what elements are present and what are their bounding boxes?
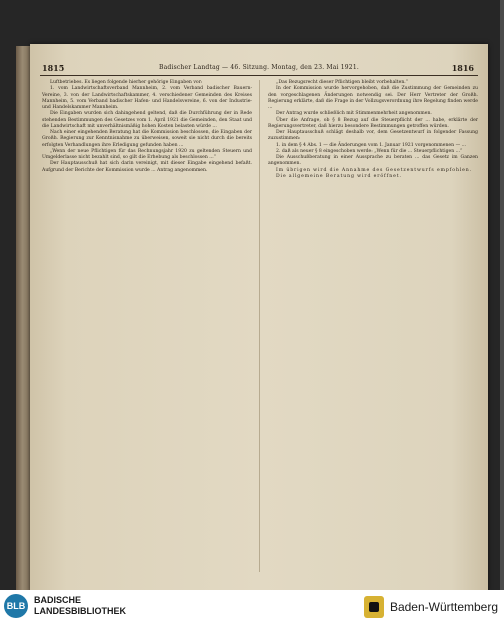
paragraph: Nach einer eingehenden Beratung hat die Kommission beschlossen, die Eingaben der Großh. Regierung zur Kenntnisnahme zu überweisen, soweit sie nicht durch die bereits erfolgten Verhandlungen ihre Erledigung gefunden haben ... bbox=[42, 130, 252, 148]
paragraph: 1. in dem § 4 Abs. 1 — die Änderungen vom 1. Januar 1921 vorgenommenen — ... bbox=[276, 142, 466, 148]
left-column bbox=[42, 80, 252, 174]
footer-bar bbox=[0, 590, 504, 623]
paragraph: Der Hauptausschuß schlägt deshalb vor, dem Gesetzentwurf in folgender Fassung zuzustimmen: bbox=[268, 130, 478, 142]
page-number-right: 1816 bbox=[451, 63, 474, 73]
paragraph: In der Kommission wurde hervorgehoben, daß die Zustimmung der Gemeinden zu den vorgeschlagenen Änderungen notwendig sei. Der Herr Vertreter der Großh. Regierung erklärte, daß die Frage in der Vollzugsverordnung ihre Regelung finden werde ... bbox=[268, 86, 478, 110]
state-emblem-icon bbox=[364, 596, 384, 618]
paragraph: Über die Anfrage, ob § 8 Bezug auf die Steuerpflicht der ... habe, erklärte der Regierungsvertreter, daß hierzu besondere Bestimmungen getroffen würden. bbox=[268, 117, 478, 129]
paragraph: Im übrigen wird die Annahme des Gesetzentwurfs empfohlen. bbox=[276, 167, 473, 173]
paragraph: „Wenn der neue Pflichtigen für das Rechnungsjahr 1920 zu geltenden Steuern und Umgelderlasse nicht bezahlt sind, so gilt die Erhebung als beschlossen ...“ bbox=[42, 148, 252, 160]
page-number-left: 1815 bbox=[42, 63, 65, 73]
library-name-line-1: BADISCHE bbox=[34, 595, 82, 605]
paragraph: „Das Bezugsrecht dieser Pflichtigen bleibt vorbehalten.“ bbox=[276, 80, 409, 85]
column-divider bbox=[259, 80, 260, 572]
header-title: Badischer Landtag — 46. Sitzung. Montag, den 23. Mai 1921. bbox=[159, 64, 359, 71]
paragraph: 2. daß als neuer § 8 eingeschoben werde: „Wenn für die ... Steuerpflichtigen ...“ bbox=[276, 148, 463, 154]
state-name: Baden-Württemberg bbox=[389, 600, 498, 614]
page-header bbox=[30, 63, 488, 75]
state-branding[interactable] bbox=[364, 595, 498, 619]
paragraph: Der Antrag wurde schließlich mit Stimmenmehrheit angenommen. bbox=[276, 111, 432, 117]
scan-edge bbox=[500, 0, 504, 590]
paragraph: Die allgemeine Beratung wird eröffnet. bbox=[276, 173, 402, 179]
header-rule bbox=[40, 75, 478, 76]
paragraph: Die Ausschußberatung in einer Aussprache zu beraten ... das Gesetz im Ganzen angenommen. bbox=[268, 155, 478, 167]
blb-logo-icon[interactable]: BLB bbox=[4, 594, 28, 618]
document-page bbox=[30, 44, 488, 590]
paragraph: Der Hauptausschuß hat sich darin vereinigt, mit dieser Eingabe eingehend befaßt. Aufgrund der Berichte der Kommission wurde ... Antrag angenommen. bbox=[42, 161, 252, 173]
right-column bbox=[268, 80, 478, 180]
paragraph: 1. vom Landwirtschaftsverband Mannheim, 2. vom Verband badischer Bauern-Vereine, 3. von der Landwirtschaftskammer, 4. verschiedener Gemeinden des Kreises Mannheim, 5. vom Verband badischer Hafen- und Handelsvereine, 6. von der Industrie- und Handelskammer Mannheim. bbox=[42, 86, 252, 110]
paragraph: Die Eingaben wurden sich dahingehend geltend, daß die Durchführung der in Rede stehenden Bestimmungen des Gesetzes vom 1. April 1921 die Gemeinden, den Staat und die Landwirtschaft mit unverhältnismäßig hohen Kosten belasten würde ... bbox=[42, 111, 252, 129]
library-name[interactable] bbox=[34, 595, 126, 617]
paragraph: Luftbetriebes. Es liegen folgende hierher gehörige Eingaben vor: bbox=[50, 80, 203, 85]
library-name-line-2: LANDESBIBLIOTHEK bbox=[34, 606, 126, 616]
